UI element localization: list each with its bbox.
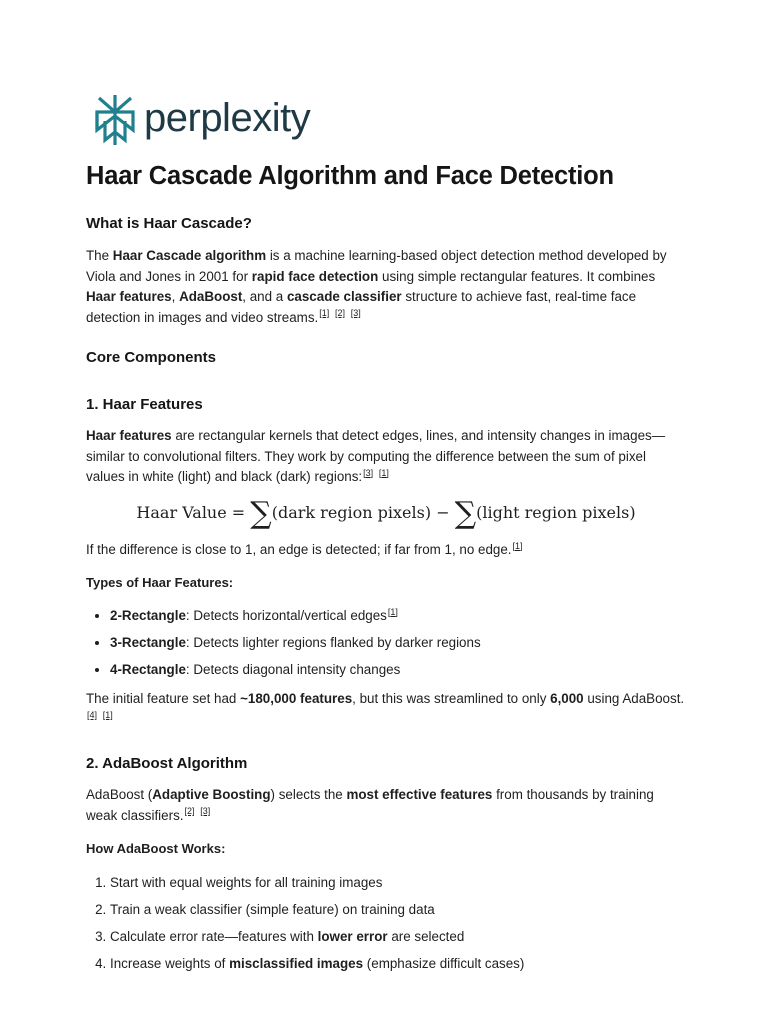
haar-features-paragraph: Haar features are rectangular kernels that detect edges, lines, and intensity changes in images—similar to convolutional filters. They work by computing the difference between the sum of pixel values in white (light) and black (dark) regions:[3] [1]: [86, 428, 666, 484]
citation-link[interactable]: [1]: [512, 540, 523, 551]
adaboost-paragraph: AdaBoost (Adaptive Boosting) selects the most effective features from thousands by training weak classifiers.[2] [3]: [86, 787, 654, 823]
citation-link[interactable]: [1]: [378, 467, 389, 478]
perplexity-logo-icon: [94, 94, 136, 146]
adaboost-steps-list: [86, 873, 686, 974]
citation-link[interactable]: [3]: [350, 308, 361, 319]
edge-detection-paragraph: If the difference is close to 1, an edge is detected; if far from 1, no edge.[1]: [86, 540, 523, 557]
perplexity-wordmark: perplexity: [144, 96, 311, 140]
list-item: 3. Calculate error rate—features with lower error are selected: [110, 927, 686, 947]
section-heading-adaboost: 2. AdaBoost Algorithm: [86, 755, 248, 772]
section-heading-core-components: Core Components: [86, 349, 217, 366]
list-item: • 2-Rectangle: Detects horizontal/vertical edges[1]: [110, 606, 686, 626]
list-item: • 3-Rectangle: Detects lighter regions flanked by darker regions: [110, 633, 686, 653]
citation-link[interactable]: [1]: [319, 308, 330, 319]
haar-types-list: [86, 606, 686, 680]
citation-link[interactable]: [1]: [387, 606, 398, 617]
citation-link[interactable]: [2]: [184, 806, 195, 817]
citation-link[interactable]: [2]: [334, 308, 345, 319]
section-heading-what-is: What is Haar Cascade?: [86, 215, 252, 232]
haar-value-formula: Haar Value = ∑(dark region pixels) − ∑(light region pixels): [136, 496, 636, 531]
how-adaboost-heading: How AdaBoost Works:: [86, 841, 226, 856]
list-item: 4. Increase weights of misclassified images (emphasize difficult cases): [110, 954, 686, 974]
feature-count-paragraph: The initial feature set had ~180,000 features, but this was streamlined to only 6,000 using AdaBoost.[4] [1]: [86, 691, 685, 721]
citation-link[interactable]: [1]: [102, 710, 113, 721]
citation-link[interactable]: [4]: [87, 710, 98, 721]
perplexity-logo: [94, 94, 310, 146]
section-heading-haar-features: 1. Haar Features: [86, 396, 203, 413]
types-heading: Types of Haar Features:: [86, 575, 234, 590]
page-title: Haar Cascade Algorithm and Face Detection: [86, 162, 614, 190]
list-item: • 4-Rectangle: Detects diagonal intensity changes: [110, 660, 686, 680]
list-item: 2. Train a weak classifier (simple feature) on training data: [110, 900, 686, 920]
citation-link[interactable]: [3]: [363, 467, 374, 478]
list-item: 1. Start with equal weights for all training images: [110, 873, 686, 893]
citation-link[interactable]: [3]: [200, 806, 211, 817]
intro-paragraph: The Haar Cascade algorithm is a machine learning-based object detection method developed by Viola and Jones in 2001 for rapid face detection using simple rectangular features. It combines Haar features, AdaBoost, and a cascade classifier structure to achieve fast, real-time face detection in images and video streams.[1] [2] [3]: [86, 248, 667, 325]
